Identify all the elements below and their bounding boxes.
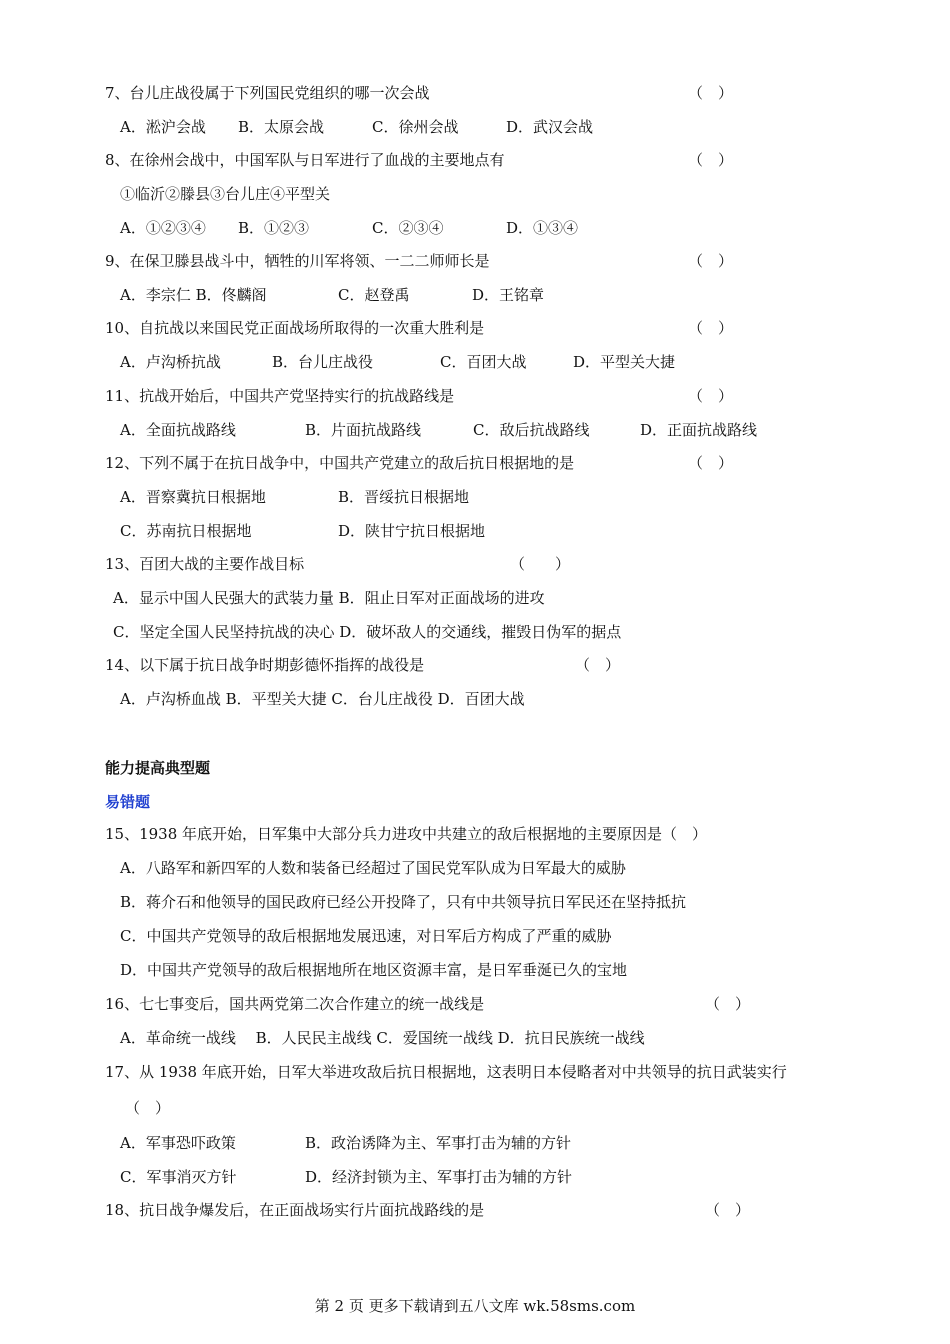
q7-option-c: C．徐州会战	[372, 118, 459, 136]
q17-option-b: B．政治诱降为主、军事打击为辅的方针	[305, 1134, 572, 1152]
q7-option-b: B．太原会战	[238, 118, 325, 136]
q17-option-d: D．经济封锁为主、军事打击为辅的方针	[305, 1168, 573, 1186]
q15-stem: 15、1938 年底开始，日军集中大部分兵力进攻中共建立的敌后根据地的主要原因是（ ）	[105, 825, 708, 843]
q15-option-d: D．中国共产党领导的敌后根据地所在地区资源丰富，是日军垂涎已久的宝地	[120, 961, 628, 979]
q11-option-c: C．敌后抗战路线	[473, 421, 590, 439]
q8-option-b: B．①②③	[238, 219, 310, 237]
q8-stem: 8、在徐州会战中，中国军队与日军进行了血战的主要地点有	[105, 151, 505, 169]
q7-stem: 7、台儿庄战役属于下列国民党组织的哪一次会战	[105, 84, 430, 102]
q17-option-c: C．军事消灭方针	[120, 1168, 237, 1186]
q11-answer-bracket: （ ）	[688, 387, 734, 405]
q18-answer-bracket: （ ）	[705, 1201, 751, 1219]
q12-option-d: D．陕甘宁抗日根据地	[338, 522, 486, 540]
q16-answer-bracket: （ ）	[705, 995, 751, 1013]
q10-answer-bracket: （ ）	[688, 319, 734, 337]
q15-option-a: A．八路军和新四军的人数和装备已经超过了国民党军队成为日军最大的威胁	[120, 859, 626, 877]
q7-option-d: D．武汉会战	[506, 118, 594, 136]
q9-option-c: C．赵登禹	[338, 286, 410, 304]
page-footer: 第 2 页 更多下载请到五八文库 wk.58sms.com	[314, 1297, 636, 1315]
q9-option-ab: A．李宗仁 B．佟麟阁	[120, 286, 267, 304]
q16-stem: 16、七七事变后，国共两党第二次合作建立的统一战线是	[105, 995, 485, 1013]
q17-answer-bracket: （ ）	[125, 1099, 171, 1117]
q11-stem: 11、抗战开始后，中国共产党坚持实行的抗战路线是	[105, 387, 455, 405]
q9-option-d: D．王铭章	[472, 286, 545, 304]
q9-answer-bracket: （ ）	[688, 252, 734, 270]
q8-sub: ①临沂②滕县③台儿庄④平型关	[120, 185, 331, 203]
q16-options: A．革命统一战线 B．人民民主战线 C．爱国统一战线 D．抗日民族统一战线	[120, 1029, 645, 1047]
q8-option-d: D．①③④	[506, 219, 579, 237]
q12-answer-bracket: （ ）	[688, 454, 734, 472]
q10-stem: 10、自抗战以来国民党正面战场所取得的一次重大胜利是	[105, 319, 485, 337]
q11-option-d: D．正面抗战路线	[640, 421, 758, 439]
q13-stem: 13、百团大战的主要作战目标	[105, 555, 305, 573]
q13-options-cd: C．坚定全国人民坚持抗战的决心 D．破坏敌人的交通线，摧毁日伪军的据点	[113, 623, 622, 641]
q12-option-c: C．苏南抗日根据地	[120, 522, 252, 540]
q15-option-b: B．蒋介石和他领导的国民政府已经公开投降了，只有中共领导抗日军民还在坚持抵抗	[120, 893, 687, 911]
q13-options-ab: A．显示中国人民强大的武装力量 B．阻止日军对正面战场的进攻	[113, 589, 545, 607]
section-heading-error-prone: 易错题	[105, 793, 151, 811]
q14-options: A．卢沟桥血战 B．平型关大捷 C．台儿庄战役 D．百团大战	[120, 690, 525, 708]
q12-option-b: B．晋绥抗日根据地	[338, 488, 470, 506]
q14-answer-bracket: （ ）	[575, 656, 621, 674]
q10-option-a: A．卢沟桥抗战	[120, 353, 221, 371]
q17-option-a: A．军事恐吓政策	[120, 1134, 236, 1152]
q11-option-a: A．全面抗战路线	[120, 421, 236, 439]
q9-stem: 9、在保卫滕县战斗中，牺牲的川军将领、一二二师师长是	[105, 252, 490, 270]
q7-option-a: A．淞沪会战	[120, 118, 206, 136]
q15-option-c: C．中国共产党领导的敌后根据地发展迅速，对日军后方构成了严重的威胁	[120, 927, 612, 945]
q12-option-a: A．晋察冀抗日根据地	[120, 488, 266, 506]
q18-stem: 18、抗日战争爆发后，在正面战场实行片面抗战路线的是	[105, 1201, 485, 1219]
q8-answer-bracket: （ ）	[688, 151, 734, 169]
q17-stem: 17、从 1938 年底开始，日军大举进攻敌后抗日根据地，这表明日本侵略者对中共领导的抗日武装实行	[105, 1063, 787, 1081]
q11-option-b: B．片面抗战路线	[305, 421, 422, 439]
q10-option-d: D．平型关大捷	[573, 353, 676, 371]
q10-option-c: C．百团大战	[440, 353, 527, 371]
q8-option-a: A．①②③④	[120, 219, 206, 237]
section-heading-advanced: 能力提高典型题	[105, 759, 211, 777]
q12-stem: 12、下列不属于在抗日战争中，中国共产党建立的敌后抗日根据地的是	[105, 454, 575, 472]
q10-option-b: B．台儿庄战役	[272, 353, 374, 371]
q14-stem: 14、以下属于抗日战争时期彭德怀指挥的战役是	[105, 656, 425, 674]
q13-answer-bracket: （ ）	[510, 555, 571, 573]
q7-answer-bracket: （ ）	[688, 84, 734, 102]
q8-option-c: C．②③④	[372, 219, 444, 237]
